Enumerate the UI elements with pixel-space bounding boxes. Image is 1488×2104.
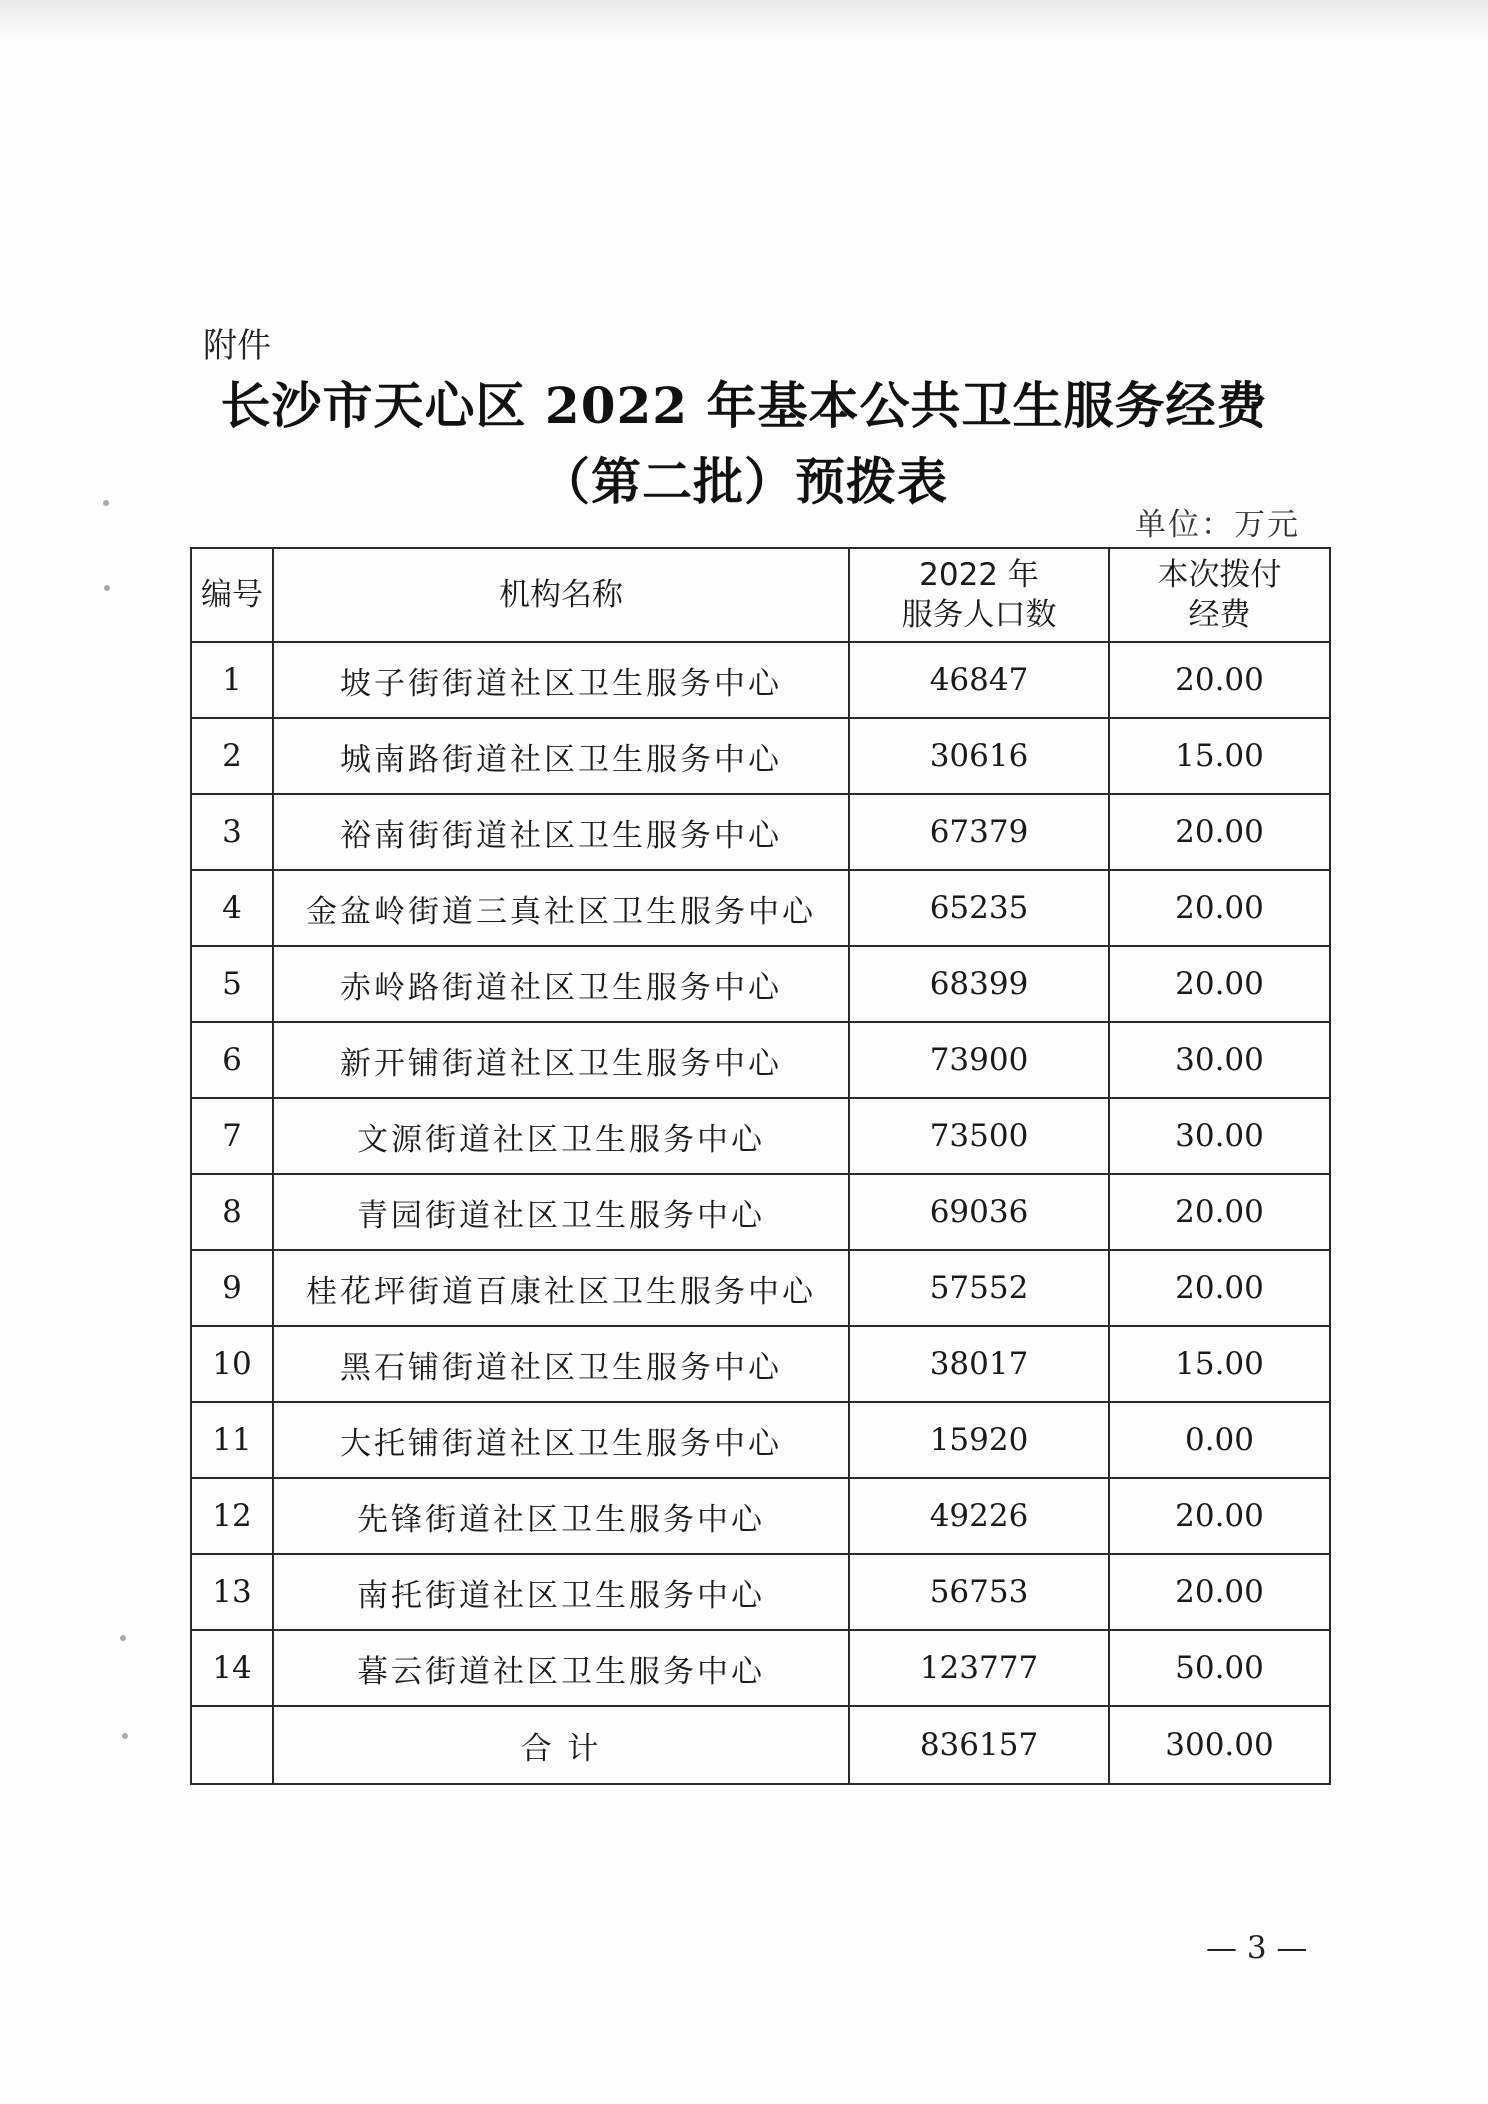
institution-name: 金盆岭街道三真社区卫生服务中心 [273,870,849,946]
funding-value: 20.00 [1109,870,1330,946]
page-number: — 3 — [1206,1930,1308,1966]
header-funding-line2: 经费 [1188,597,1251,633]
funding-value: 30.00 [1109,1022,1330,1098]
funding-value: 20.00 [1109,946,1330,1022]
header-number: 编号 [191,548,273,642]
table-row [191,1098,1330,1174]
population-value: 38017 [849,1326,1109,1402]
institution-name: 裕南街街道社区卫生服务中心 [273,794,849,870]
row-number: 13 [191,1554,273,1630]
population-value: 73900 [849,1022,1109,1098]
header-institution: 机构名称 [273,548,849,642]
header-funding [1109,548,1330,642]
scan-speck [103,500,109,506]
row-number: 14 [191,1630,273,1706]
institution-name: 桂花坪街道百康社区卫生服务中心 [273,1250,849,1326]
total-number-empty [191,1706,273,1784]
funding-value: 20.00 [1109,794,1330,870]
row-number: 1 [191,642,273,718]
population-value: 15920 [849,1402,1109,1478]
scan-speck [122,1733,128,1739]
funding-value: 20.00 [1109,1250,1330,1326]
institution-name: 暮云街道社区卫生服务中心 [273,1630,849,1706]
institution-name: 黑石铺街道社区卫生服务中心 [273,1326,849,1402]
funding-value: 20.00 [1109,1174,1330,1250]
scan-speck [104,585,110,591]
population-value: 65235 [849,870,1109,946]
header-population-line2: 服务人口数 [901,597,1057,633]
row-number: 11 [191,1402,273,1478]
table-header-row [191,548,1330,642]
unit-label: 单位：万元 [1135,507,1300,543]
table-row [191,1554,1330,1630]
institution-name: 大托铺街道社区卫生服务中心 [273,1402,849,1478]
population-value: 67379 [849,794,1109,870]
row-number: 9 [191,1250,273,1326]
row-number: 12 [191,1478,273,1554]
header-population [849,548,1109,642]
total-row [191,1706,1330,1784]
table-row [191,1174,1330,1250]
total-label: 合 计 [273,1706,849,1784]
funding-value: 30.00 [1109,1098,1330,1174]
document-title-line1: 长沙市天心区 2022 年基本公共卫生服务经费 [220,376,1268,435]
institution-name: 先锋街道社区卫生服务中心 [273,1478,849,1554]
funding-table [190,547,1331,1785]
funding-value: 20.00 [1109,1478,1330,1554]
row-number: 2 [191,718,273,794]
row-number: 4 [191,870,273,946]
table-row [191,1326,1330,1402]
institution-name: 青园街道社区卫生服务中心 [273,1174,849,1250]
funding-value: 50.00 [1109,1630,1330,1706]
table-row [191,1402,1330,1478]
population-value: 73500 [849,1098,1109,1174]
population-value: 68399 [849,946,1109,1022]
population-value: 69036 [849,1174,1109,1250]
table-row [191,718,1330,794]
funding-value: 0.00 [1109,1402,1330,1478]
row-number: 8 [191,1174,273,1250]
row-number: 7 [191,1098,273,1174]
table-row [191,1022,1330,1098]
population-value: 57552 [849,1250,1109,1326]
population-value: 49226 [849,1478,1109,1554]
table-row [191,870,1330,946]
table-row [191,794,1330,870]
institution-name: 新开铺街道社区卫生服务中心 [273,1022,849,1098]
institution-name: 文源街道社区卫生服务中心 [273,1098,849,1174]
row-number: 5 [191,946,273,1022]
total-population: 836157 [849,1706,1109,1784]
scan-shadow [0,0,1488,40]
table-row [191,1630,1330,1706]
table-row [191,946,1330,1022]
institution-name: 赤岭路街道社区卫生服务中心 [273,946,849,1022]
table-row [191,1250,1330,1326]
scan-speck [120,1635,126,1641]
institution-name: 坡子街街道社区卫生服务中心 [273,642,849,718]
funding-value: 20.00 [1109,642,1330,718]
header-funding-line1: 本次拨付 [1157,557,1282,593]
row-number: 3 [191,794,273,870]
population-value: 30616 [849,718,1109,794]
document-title-line2: （第二批）预拨表 [540,452,948,511]
institution-name: 南托街道社区卫生服务中心 [273,1554,849,1630]
population-value: 123777 [849,1630,1109,1706]
table-row [191,1478,1330,1554]
table-row [191,642,1330,718]
attachment-label: 附件 [203,326,271,366]
row-number: 6 [191,1022,273,1098]
total-funding: 300.00 [1109,1706,1330,1784]
funding-value: 15.00 [1109,1326,1330,1402]
population-value: 56753 [849,1554,1109,1630]
row-number: 10 [191,1326,273,1402]
funding-value: 20.00 [1109,1554,1330,1630]
funding-value: 15.00 [1109,718,1330,794]
institution-name: 城南路街道社区卫生服务中心 [273,718,849,794]
population-value: 46847 [849,642,1109,718]
header-population-line1: 2022 年 [919,557,1039,593]
